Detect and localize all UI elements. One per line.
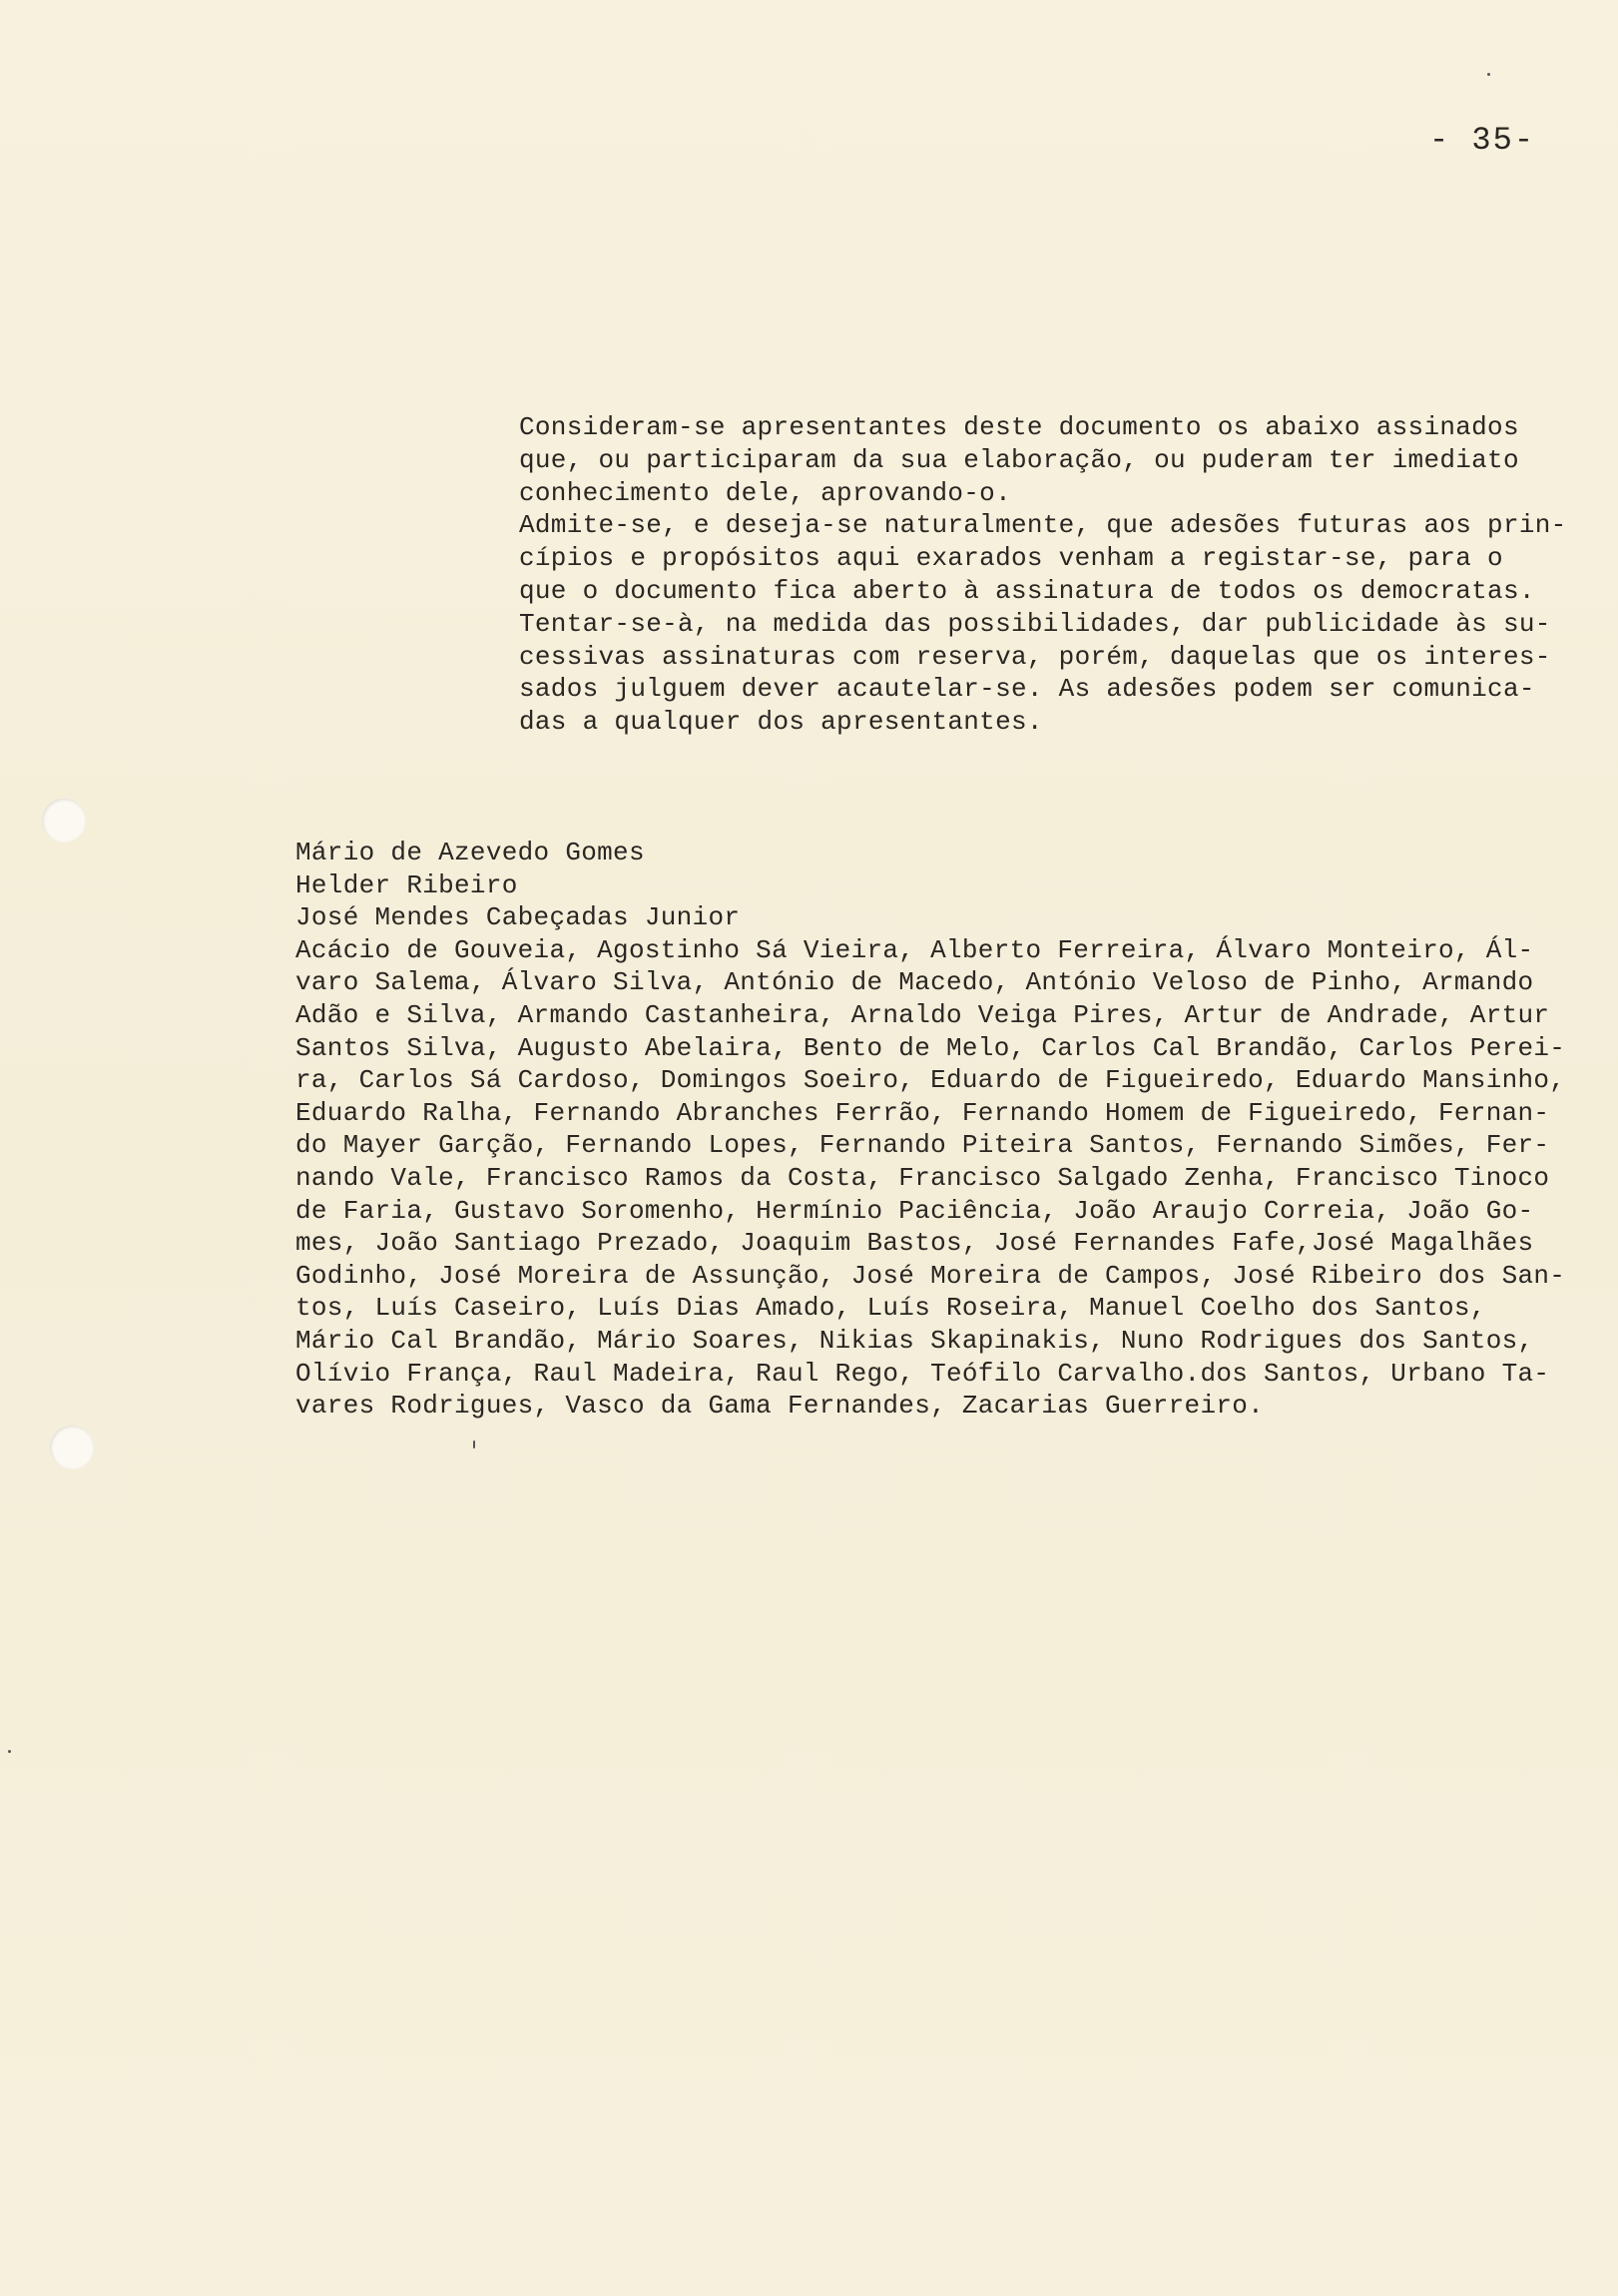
intro-line: Admite-se, e deseja-se naturalmente, que adesões futuras aos prin-: [519, 510, 1567, 541]
signatory-line: Godinho, José Moreira de Assunção, José Moreira de Campos, José Ribeiro dos San-: [295, 1260, 1566, 1291]
page-number: - 35-: [1429, 122, 1536, 159]
signatory-line: varo Salema, Álvaro Silva, António de Macedo, António Veloso de Pinho, Armando: [295, 967, 1534, 998]
signatory-line: Olívio França, Raul Madeira, Raul Rego, Teófilo Carvalho.dos Santos, Urbano Ta-: [295, 1358, 1550, 1389]
signatory-line: Acácio de Gouveia, Agostinho Sá Vieira, Alberto Ferreira, Álvaro Monteiro, Ál-: [295, 934, 1534, 965]
paper-speck: [8, 1750, 11, 1753]
intro-line: Tentar-se-à, na medida das possibilidades, dar publicidade às su-: [519, 608, 1551, 639]
signatory-line: José Mendes Cabeçadas Junior: [295, 902, 741, 933]
signatory-line: mes, João Santiago Prezado, Joaquim Bastos, José Fernandes Fafe,José Magalhães: [295, 1228, 1534, 1259]
signatory-line: Mário de Azevedo Gomes: [295, 838, 645, 867]
intro-line: cessivas assinaturas com reserva, porém, daquelas que os interes-: [519, 641, 1551, 672]
punch-hole-top: [42, 799, 86, 843]
intro-line: que, ou participaram da sua elaboração, ou puderam ter imediato: [519, 444, 1519, 475]
signatory-line: Mário Cal Brandão, Mário Soares, Nikias Skapinakis, Nuno Rodrigues dos Santos,: [295, 1325, 1534, 1356]
signatory-line: de Faria, Gustavo Soromenho, Hermínio Paciência, João Araujo Correia, João Go-: [295, 1195, 1534, 1226]
intro-line: cípios e propósitos aqui exarados venham a registar-se, para o: [519, 543, 1503, 574]
signatory-line: Adão e Silva, Armando Castanheira, Arnaldo Veiga Pires, Artur de Andrade, Artur: [295, 999, 1550, 1030]
signatory-line: tos, Luís Caseiro, Luís Dias Amado, Luís Roseira, Manuel Coelho dos Santos,: [295, 1293, 1486, 1324]
signatory-line: ra, Carlos Sá Cardoso, Domingos Soeiro, Eduardo de Figueiredo, Eduardo Mansinho,: [295, 1065, 1566, 1096]
intro-line: sados julguem dever acautelar-se. As adesões podem ser comunica-: [519, 674, 1535, 705]
signatory-list: [295, 837, 1593, 1423]
paper-speck: [473, 1440, 475, 1448]
signatory-line: Helder Ribeiro: [295, 869, 518, 900]
intro-line: conhecimento dele, aprovando-o.: [519, 477, 1011, 508]
signatory-line: vares Rodrigues, Vasco da Gama Fernandes, Zacarias Guerreiro.: [295, 1391, 1265, 1422]
intro-line: das a qualquer dos apresentantes.: [519, 707, 1043, 738]
intro-line: que o documento fica aberto à assinatura de todos os democratas.: [519, 575, 1535, 606]
intro-paragraph: [519, 411, 1567, 739]
intro-line: Consideram-se apresentantes deste documento os abaixo assinados: [519, 412, 1519, 442]
signatory-line: nando Vale, Francisco Ramos da Costa, Francisco Salgado Zenha, Francisco Tinoco: [295, 1162, 1550, 1193]
signatory-line: Santos Silva, Augusto Abelaira, Bento de Melo, Carlos Cal Brandão, Carlos Perei-: [295, 1032, 1566, 1063]
paper-speck: [1487, 73, 1490, 76]
signatory-line: do Mayer Garção, Fernando Lopes, Fernando Piteira Santos, Fernando Simões, Fer-: [295, 1130, 1550, 1161]
signatory-line: Eduardo Ralha, Fernando Abranches Ferrão, Fernando Homem de Figueiredo, Fernan-: [295, 1097, 1550, 1128]
punch-hole-bottom: [50, 1426, 94, 1469]
